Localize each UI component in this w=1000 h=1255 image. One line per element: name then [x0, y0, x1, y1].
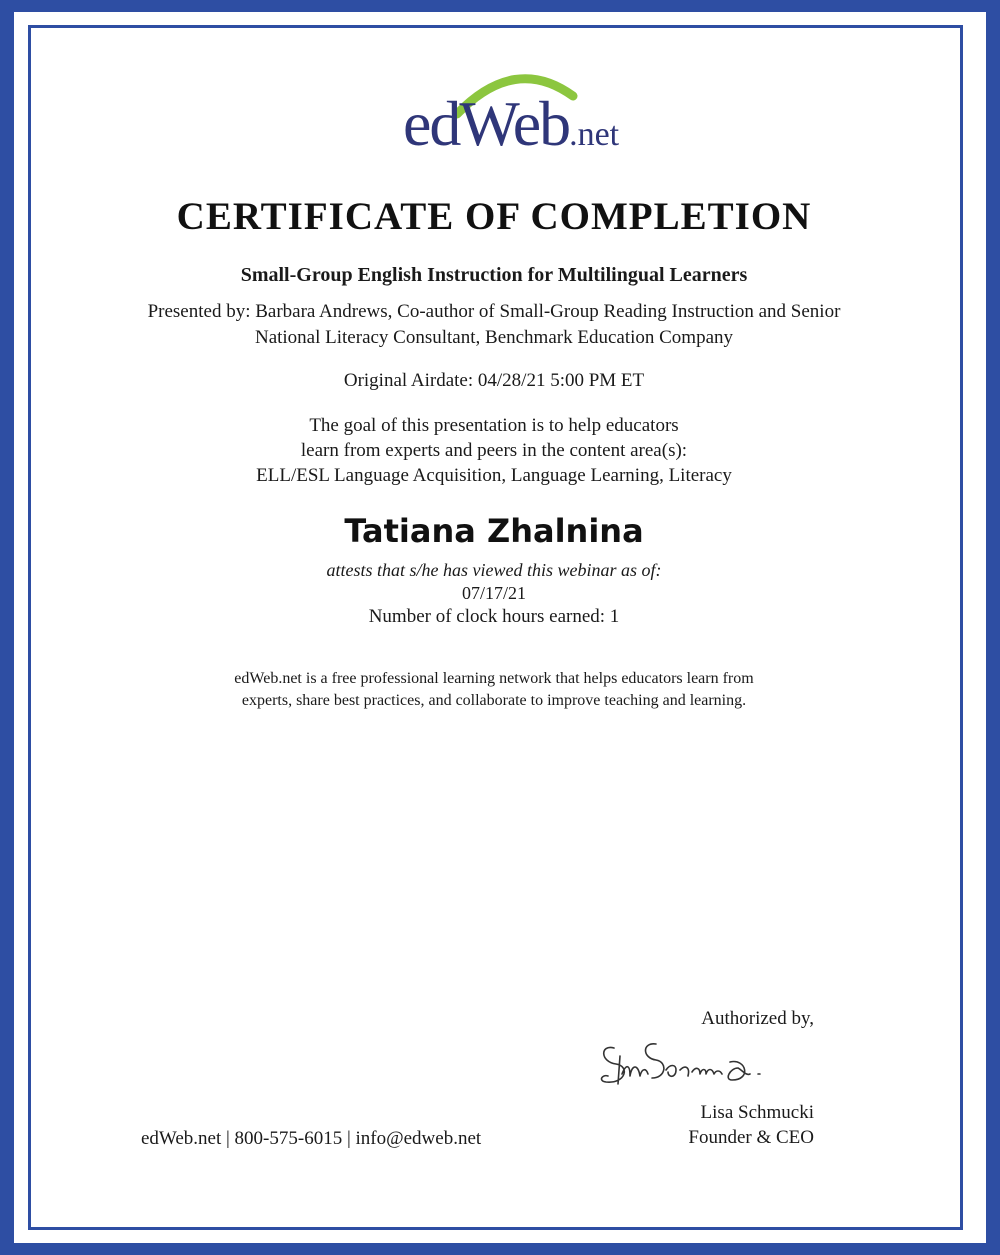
signer-name: Lisa Schmucki [700, 1102, 814, 1123]
attestation-text: attests that s/he has viewed this webinar as of: [326, 560, 662, 580]
certificate-title: CERTIFICATE OF COMPLETION [176, 195, 812, 238]
signature-image [596, 1034, 816, 1094]
recipient-name: Tatiana Zhalnina [344, 512, 644, 550]
clock-hours: Number of clock hours earned: 1 [368, 606, 620, 627]
signer-title: Founder & CEO [688, 1127, 814, 1148]
edweb-logo [395, 62, 665, 172]
course-title: Small-Group English Instruction for Multilingual Learners [240, 264, 748, 286]
logo-main-text: edWeb [403, 88, 570, 159]
logo-suffix-text: .net [569, 116, 620, 153]
presenter-info [0, 299, 988, 351]
goal-line-1: The goal of this presentation is to help educators [309, 415, 679, 436]
presenter-line-1: Presented by: Barbara Andrews, Co-author of Small-Group Reading Instruction and Senior [147, 301, 841, 322]
signature-scribble-icon [596, 1034, 816, 1094]
logo-wordmark [403, 88, 620, 159]
contact-info: edWeb.net | 800-575-6015 | info@edweb.net [141, 1128, 482, 1149]
about-line-2: experts, share best practices, and collaborate to improve teaching and learning. [241, 692, 747, 709]
authorized-by-label: Authorized by, [701, 1008, 814, 1029]
original-airdate: Original Airdate: 04/28/21 5:00 PM ET [343, 370, 645, 391]
goal-line-2: learn from experts and peers in the content area(s): [300, 440, 688, 461]
view-date: 07/17/21 [461, 583, 526, 603]
goal-line-3: ELL/ESL Language Acquisition, Language Learning, Literacy [256, 465, 732, 486]
goal-statement [0, 413, 988, 488]
signer-block [688, 1100, 814, 1150]
about-line-1: edWeb.net is a free professional learning network that helps educators learn from [234, 670, 754, 687]
about-edweb [0, 668, 988, 712]
presenter-line-2: National Literacy Consultant, Benchmark Education Company [254, 327, 734, 348]
